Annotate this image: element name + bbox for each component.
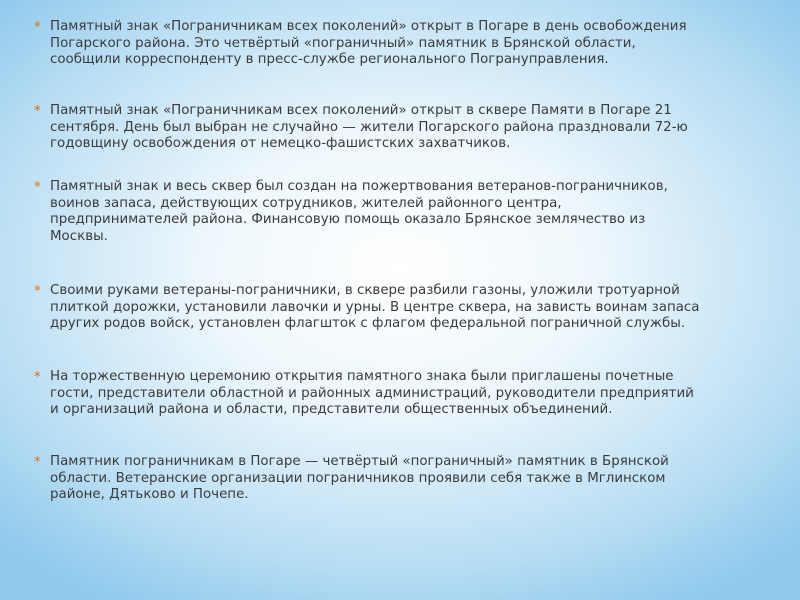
bullet-marker-icon: *	[34, 20, 41, 35]
bullet-marker-icon: *	[34, 284, 41, 299]
bullet-text: На торжественную церемонию открытия памятного знака были приглашены почетные гости, представители областной и районных администраций, руководители предприятий и организаций района и области, представители общественных объединений.	[50, 369, 694, 418]
bullet-marker-icon: *	[34, 370, 41, 385]
bullet-text: Памятник пограничникам в Погаре — четвёртый «пограничный» памятник в Брянской области. Ветеранские организации пограничников проявили себя также в Мглинском районе, Дятьково и Почепе.	[50, 454, 669, 503]
bullet-text: Памятный знак «Пограничникам всех поколений» открыт в Погаре в день освобождения Погарского района. Это четвёртый «пограничный» памятник в Брянской области, сообщили корреспонденту в пресс-службе регионального Погрануправления.	[50, 19, 687, 68]
bullet-text: Памятный знак «Пограничникам всех поколений» открыт в сквере Памяти в Погаре 21 сентября. День был выбран не случайно — жители Погарского района праздновали 72-ю годовщину освобождения от немецко-фашистских захватчиков.	[50, 103, 688, 152]
bullet-marker-icon: *	[34, 104, 41, 119]
bullet-text: Памятный знак и весь сквер был создан на пожертвования ветеранов-пограничников, воинов запаса, действующих сотрудников, жителей районного центра, предпринимателей района. Финансовую помощь оказало Брянское землячество из Москвы.	[50, 179, 668, 244]
bullet-marker-icon: *	[34, 455, 41, 470]
bullet-text: Своими руками ветераны-пограничники, в сквере разбили газоны, уложили тротуарной плиткой дорожки, установили лавочки и урны. В центре сквера, на зависть воинам запаса других родов войск, установлен флагшток с флагом федеральной пограничной службы.	[50, 283, 700, 332]
bullet-marker-icon: *	[34, 180, 41, 195]
